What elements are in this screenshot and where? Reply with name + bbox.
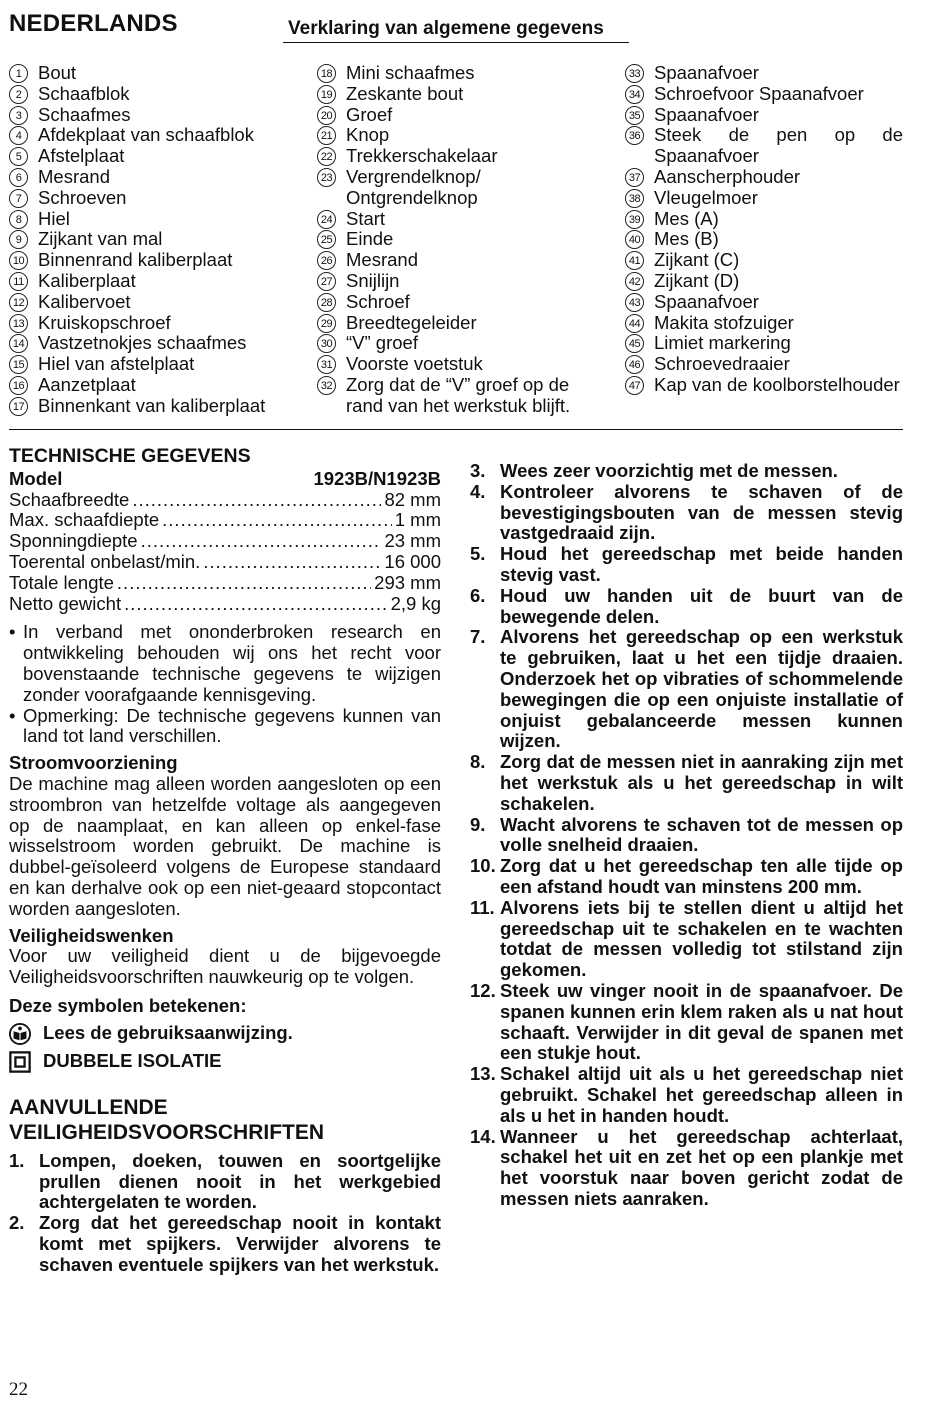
legend-number: 40	[625, 230, 644, 249]
legend-number: 35	[625, 106, 644, 125]
legend-label: Zorg dat de “V” groef op de rand van het werkstuk blijft.	[346, 373, 571, 416]
safety-item-text: Schakel altijd uit als u het gereedschap niet gebruikt. Schakel het gereedschap alleen in als u het in handen houdt.	[500, 1063, 903, 1126]
legend-number: 32	[317, 376, 336, 395]
legend-label: Schaafmes	[38, 103, 131, 125]
safety-item-text: Houd uw handen uit de buurt van de bewegende delen.	[500, 584, 903, 627]
legend-label: Spaanafvoer	[654, 62, 759, 83]
legend-number: 20	[317, 106, 336, 125]
legend-label: Schroef	[346, 290, 410, 312]
left-column	[9, 446, 441, 1276]
safety-item-text: Kontroleer alvorens te schaven of de bevestigingsbouten van de messen stevig vastgedraaid zijn.	[500, 480, 903, 544]
legend-column-2	[317, 63, 587, 417]
legend-item	[9, 146, 299, 167]
legend-label: Kalibervoet	[38, 290, 131, 312]
spec-leader-dots	[124, 594, 388, 615]
legend-number: 42	[625, 272, 644, 291]
spec-value: 16 000	[384, 550, 441, 572]
spec-leader-dots	[162, 510, 392, 531]
legend-number: 47	[625, 376, 644, 395]
legend-label: “V” groef	[346, 332, 418, 354]
legend-number: 43	[625, 293, 644, 312]
spec-note-text: In verband met ononderbroken research en ontwikkeling behouden wij ons het recht voor bovenstaande technische gegevens te wijzigen zonder voorafgaande kennisgeving.	[23, 621, 441, 705]
legend-item	[625, 167, 903, 188]
spec-label: Toerental onbelast/min.	[9, 550, 201, 572]
specs-title: TECHNISCHE GEGEVENS	[9, 445, 251, 467]
legend-item	[625, 188, 903, 209]
legend-item	[9, 105, 299, 126]
legend-number: 9	[9, 230, 28, 249]
symbols-title: Deze symbolen betekenen:	[9, 994, 247, 1016]
legend-number: 24	[317, 210, 336, 229]
legend-number: 25	[317, 230, 336, 249]
safety-item-text: Steek uw vinger nooit in de spaanafvoer. De spanen kunnen erin klem raken als u nat hout schaaft. Verwijder in dit geval de spanen met een stukje hout.	[500, 979, 903, 1064]
symbol-read-manual-label: Lees de gebruiksaanwijzing.	[43, 1022, 293, 1044]
legend-label: Voorste voetstuk	[346, 353, 483, 375]
safety-item	[470, 461, 903, 482]
legend-label: Hiel van afstelplaat	[38, 353, 195, 375]
legend-number: 4	[9, 126, 28, 145]
legend-number: 44	[625, 314, 644, 333]
legend-item	[625, 271, 903, 292]
spec-leader-dots	[203, 552, 381, 573]
safety-item-text: Wanneer u het gereedschap achterlaat, schakel het uit en zet het op een plankje met het voorstuk naar boven gericht zodat de messen niets aanraken.	[500, 1125, 903, 1209]
extra-safety-title	[9, 1095, 441, 1145]
spec-leader-dots	[141, 531, 382, 552]
legend-item	[625, 354, 903, 375]
spec-row	[9, 594, 441, 615]
legend-item	[317, 250, 587, 271]
legend-item	[9, 188, 299, 209]
safety-text: Voor uw veiligheid dient u de bijgevoegde Veiligheidsvoorschriften nauwkeurig op te volgen.	[9, 945, 441, 988]
safety-item	[470, 586, 903, 628]
legend-label: Afstelplaat	[38, 145, 125, 167]
legend-item	[625, 209, 903, 230]
safety-list-right	[470, 461, 903, 1210]
legend-label: Spaanafvoer	[654, 290, 759, 312]
legend-label: Kaliberplaat	[38, 269, 136, 291]
legend-item	[625, 125, 903, 167]
safety-item	[470, 856, 903, 898]
legend-item	[9, 229, 299, 250]
safety-item-text: Wees zeer voorzichtig met de messen.	[500, 460, 838, 481]
spec-value: 2,9 kg	[390, 592, 441, 614]
spec-label: Netto gewicht	[9, 592, 122, 614]
safety-item-number: 8.	[470, 751, 486, 773]
legend-number: 45	[625, 334, 644, 353]
legend-label: Knop	[346, 124, 390, 146]
symbol-read-manual	[9, 1023, 441, 1045]
safety-item-number: 4.	[470, 480, 486, 502]
legend-label: Zeskante bout	[346, 82, 464, 104]
spec-value: 293 mm	[374, 571, 441, 593]
legend-number: 26	[317, 251, 336, 270]
safety-item-number: 3.	[470, 460, 486, 481]
spec-note-text: Opmerking: De technische gegevens kunnen van land tot land verschillen.	[23, 704, 441, 747]
model-row	[9, 469, 441, 490]
legend-number: 7	[9, 189, 28, 208]
legend-number: 30	[317, 334, 336, 353]
legend-label: Kruiskopschroef	[38, 311, 171, 333]
safety-title: Veiligheidswenken	[9, 924, 174, 946]
legend-number: 14	[9, 334, 28, 353]
safety-item-text: Wacht alvorens te schaven tot de messen op volle snelheid draaien.	[500, 813, 903, 856]
legend-label: Spaanafvoer	[654, 103, 759, 125]
legend-label: Aanscherphouder	[654, 165, 801, 187]
legend-item	[625, 313, 903, 334]
legend-number: 28	[317, 293, 336, 312]
safety-item-text: Alvorens het gereedschap op een werkstuk te gebruiken, laat u het een tijdje draaien. Onderzoek het op vibraties of schommelende bewegingen die op een onjuiste installatie of onjuist gebalanceerde messen kunnen wijzen.	[500, 626, 903, 752]
safety-item	[470, 981, 903, 1064]
spec-row	[9, 552, 441, 573]
legend-item	[317, 63, 587, 84]
spec-value: 23 mm	[384, 530, 441, 552]
legend-label: Binnenrand kaliberplaat	[38, 249, 233, 271]
legend-item	[317, 375, 587, 417]
legend-item	[317, 292, 587, 313]
safety-item	[9, 1151, 441, 1213]
safety-item-number: 11.	[470, 896, 495, 918]
legend-label: Vergrendelknop/ Ontgrendelknop	[346, 165, 481, 208]
legend-label: Schroevedraaier	[654, 353, 790, 375]
legend-item	[9, 125, 299, 146]
legend-item	[9, 250, 299, 271]
legend-label: Einde	[346, 228, 394, 250]
legend-label: Trekkerschakelaar	[346, 145, 498, 167]
safety-item	[470, 752, 903, 814]
section-title: Verklaring van algemene gegevens	[288, 18, 604, 39]
power-title: Stroomvoorziening	[9, 752, 178, 774]
safety-item-number: 13.	[470, 1063, 496, 1085]
legend-label: Zijkant van mal	[38, 228, 163, 250]
legend-item	[317, 105, 587, 126]
section-divider	[9, 429, 903, 430]
safety-item	[470, 815, 903, 857]
legend-number: 46	[625, 355, 644, 374]
bullet-icon: •	[9, 704, 16, 726]
legend-item	[317, 271, 587, 292]
legend-label: Mesrand	[38, 165, 110, 187]
legend-item	[9, 313, 299, 334]
legend-number: 19	[317, 85, 336, 104]
spec-label: Totale lengte	[9, 571, 114, 593]
legend-item	[9, 354, 299, 375]
safety-item-number: 10.	[470, 855, 496, 877]
legend-item	[9, 84, 299, 105]
legend-number: 13	[9, 314, 28, 333]
legend-label: Mesrand	[346, 249, 418, 271]
legend-number: 11	[9, 272, 28, 291]
spec-label: Sponningdiepte	[9, 530, 138, 552]
safety-item-number: 2.	[9, 1212, 25, 1234]
page-number: 22	[9, 1379, 28, 1400]
safety-item-number: 5.	[470, 543, 486, 565]
spec-label: Schaafbreedte	[9, 488, 130, 510]
safety-item-number: 1.	[9, 1149, 25, 1171]
legend-number: 1	[9, 64, 28, 83]
safety-item-text: Zorg dat de messen niet in aanraking zijn met het werkstuk als u het gereedschap in wilt schakelen.	[500, 751, 903, 814]
legend-number: 6	[9, 168, 28, 187]
legend-label: Bout	[38, 62, 77, 83]
safety-item-number: 6.	[470, 584, 486, 606]
legend-number: 41	[625, 251, 644, 270]
safety-list-left	[9, 1151, 441, 1276]
legend-label: Schroeven	[38, 186, 127, 208]
legend-number: 31	[317, 355, 336, 374]
legend-label: Hiel	[38, 207, 70, 229]
legend-label: Schaafblok	[38, 82, 130, 104]
safety-item	[9, 1213, 441, 1275]
legend-item	[9, 292, 299, 313]
spec-row	[9, 531, 441, 552]
spec-table	[9, 490, 441, 615]
legend-item	[625, 105, 903, 126]
spec-row	[9, 573, 441, 594]
safety-item	[470, 544, 903, 586]
right-column	[470, 461, 903, 1210]
legend-label: Zijkant (C)	[654, 249, 740, 271]
model-label: Model	[9, 467, 63, 489]
legend-number: 5	[9, 147, 28, 166]
legend-item	[625, 292, 903, 313]
legend-number: 18	[317, 64, 336, 83]
legend-item	[9, 63, 299, 84]
spec-value: 82 mm	[384, 488, 441, 510]
legend-item	[9, 167, 299, 188]
safety-item-text: Zorg dat het gereedschap nooit in kontakt komt met spijkers. Verwijder alvorens te schaven eventuele spijkers van het werkstuk.	[39, 1212, 441, 1275]
legend-number: 15	[9, 355, 28, 374]
legend-number: 3	[9, 106, 28, 125]
legend-item	[317, 146, 587, 167]
legend-item	[625, 229, 903, 250]
legend-item	[317, 125, 587, 146]
legend-item	[317, 313, 587, 334]
legend-item	[625, 63, 903, 84]
legend-item	[317, 354, 587, 375]
spec-value: 1 mm	[394, 509, 441, 531]
spec-leader-dots	[132, 490, 381, 511]
legend-item	[9, 333, 299, 354]
legend-number: 36	[625, 126, 644, 145]
legend-number: 27	[317, 272, 336, 291]
legend-label: Mini schaafmes	[346, 62, 475, 83]
legend-item	[317, 229, 587, 250]
legend-item	[317, 333, 587, 354]
spec-note	[9, 622, 441, 705]
language-title: NEDERLANDS	[9, 10, 178, 37]
legend-item	[9, 271, 299, 292]
legend-number: 37	[625, 168, 644, 187]
legend-number: 16	[9, 376, 28, 395]
read-manual-icon	[9, 1023, 31, 1045]
legend-item	[317, 84, 587, 105]
legend-item	[317, 167, 587, 209]
symbol-double-insulation-label: DUBBELE ISOLATIE	[43, 1050, 222, 1072]
spec-row	[9, 490, 441, 511]
safety-item-text: Zorg dat u het gereedschap ten alle tijde op een afstand houdt van minstens 200 mm.	[500, 855, 903, 897]
legend-label: Makita stofzuiger	[654, 311, 794, 333]
legend-label: Vastzetnokjes schaafmes	[38, 332, 247, 354]
spec-note	[9, 706, 441, 748]
safety-item-number: 12.	[470, 979, 496, 1001]
spec-notes	[9, 622, 441, 747]
legend-number: 38	[625, 189, 644, 208]
safety-item	[470, 627, 903, 752]
bullet-icon: •	[9, 621, 16, 643]
legend-column-3	[625, 63, 903, 396]
power-text: De machine mag alleen worden aangesloten op een stroombron van hetzelfde voltage als aangegeven op de naamplaat, en kan alleen op enkel-fase wisselstroom worden gebruikt. De machine is dubbel-geïsoleerd volgens de Europese standaard en kan derhalve ook op een niet-geaard stopcontact worden aangesloten.	[9, 772, 441, 919]
legend-number: 8	[9, 210, 28, 229]
legend-label: Binnenkant van kaliberplaat	[38, 394, 266, 416]
safety-item-number: 14.	[470, 1125, 496, 1147]
legend-label: Limiet markering	[654, 332, 791, 354]
legend-label: Schroefvoor Spaanafvoer	[654, 82, 864, 104]
legend-label: Snijlijn	[346, 269, 400, 291]
legend-number: 21	[317, 126, 336, 145]
safety-item-number: 9.	[470, 813, 486, 835]
legend-label: Mes (A)	[654, 207, 719, 229]
legend-number: 23	[317, 168, 336, 187]
legend-item	[9, 375, 299, 396]
legend-item	[625, 84, 903, 105]
extra-safety-title-line1: AANVULLENDE	[9, 1095, 168, 1119]
symbol-double-insulation	[9, 1051, 441, 1073]
legend-label: Aanzetplaat	[38, 373, 136, 395]
legend-number: 22	[317, 147, 336, 166]
legend-label: Start	[346, 207, 386, 229]
legend-label: Kap van de koolborstelhouder	[654, 373, 900, 395]
title-underline	[283, 42, 629, 43]
legend-label: Mes (B)	[654, 228, 719, 250]
legend-number: 2	[9, 85, 28, 104]
legend-item	[625, 375, 903, 396]
legend-number: 29	[317, 314, 336, 333]
legend-item	[317, 209, 587, 230]
legend-column-1	[9, 63, 299, 417]
legend-label: Steek de pen op de Spaanafvoer	[654, 124, 903, 167]
legend-number: 12	[9, 293, 28, 312]
legend-number: 17	[9, 397, 28, 416]
legend-label: Breedtegeleider	[346, 311, 477, 333]
safety-item-text: Houd het gereedschap met beide handen stevig vast.	[500, 543, 903, 585]
legend-item	[9, 396, 299, 417]
safety-item	[470, 482, 903, 544]
legend-label: Afdekplaat van schaafblok	[38, 124, 254, 146]
legend-number: 10	[9, 251, 28, 270]
double-insulation-icon	[9, 1051, 31, 1073]
safety-item-text: Lompen, doeken, touwen en soortgelijke prullen dienen nooit in het werkgebied achtergelaten te worden.	[39, 1149, 441, 1213]
safety-item-text: Alvorens iets bij te stellen dient u altijd het gereedschap uit te schakelen en te wachten totdat de messen volledig tot stilstand zijn gekomen.	[500, 896, 903, 981]
safety-item	[470, 898, 903, 981]
legend-item	[625, 250, 903, 271]
safety-item	[470, 1064, 903, 1126]
legend-number: 34	[625, 85, 644, 104]
legend-item	[625, 333, 903, 354]
legend-number: 39	[625, 210, 644, 229]
legend-label: Groef	[346, 103, 393, 125]
legend-number: 33	[625, 64, 644, 83]
spec-row	[9, 510, 441, 531]
legend-item	[9, 209, 299, 230]
spec-label: Max. schaafdiepte	[9, 509, 160, 531]
safety-item	[470, 1127, 903, 1210]
extra-safety-title-line2: VEILIGHEIDSVOORSCHRIFTEN	[9, 1120, 325, 1144]
spec-leader-dots	[117, 573, 371, 594]
legend-label: Vleugelmoer	[654, 186, 758, 208]
model-value: 1923B/N1923B	[313, 467, 441, 489]
legend-label: Zijkant (D)	[654, 269, 740, 291]
safety-item-number: 7.	[470, 626, 486, 648]
